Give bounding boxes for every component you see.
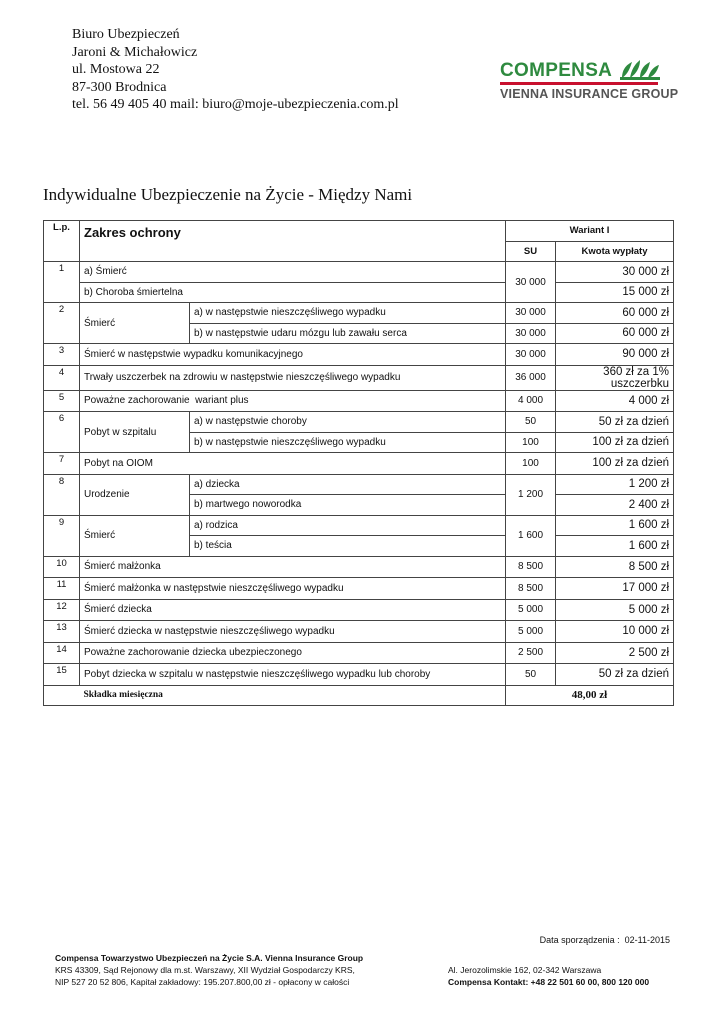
row-label: Śmierć bbox=[80, 515, 190, 556]
creation-date: Data sporządzenia : 02-11-2015 bbox=[539, 935, 670, 945]
row-su: 100 bbox=[506, 453, 556, 475]
row-lp: 11 bbox=[44, 578, 80, 600]
row-amount: 60 000 zł bbox=[556, 323, 674, 344]
row-amount: 4 000 zł bbox=[556, 390, 674, 412]
row-amount: 1 600 zł bbox=[556, 536, 674, 557]
row-amount bbox=[556, 365, 674, 390]
row-amount: 10 000 zł bbox=[556, 621, 674, 643]
row-label: Śmierć dziecka bbox=[80, 599, 506, 621]
premium-row bbox=[44, 685, 674, 706]
header-zakres: Zakres ochrony bbox=[80, 221, 506, 262]
row-amount-line: 360 zł za 1% bbox=[603, 365, 670, 378]
compensa-logo bbox=[500, 56, 679, 106]
row-su: 30 000 bbox=[506, 323, 556, 344]
table-row bbox=[44, 599, 674, 621]
sender-name: Biuro Ubezpieczeń bbox=[72, 27, 180, 42]
row-amount: 5 000 zł bbox=[556, 599, 674, 621]
header-kwota: Kwota wypłaty bbox=[556, 241, 674, 262]
row-su: 1 600 bbox=[506, 515, 556, 556]
sender-street: ul. Mostowa 22 bbox=[72, 62, 160, 77]
sender-address bbox=[72, 26, 399, 114]
row-sublabel: b) teścia bbox=[190, 536, 506, 557]
header-wariant: Wariant I bbox=[506, 221, 674, 242]
row-amount: 1 600 zł bbox=[556, 515, 674, 536]
row-label: b) Choroba śmiertelna bbox=[80, 282, 506, 303]
row-su: 50 bbox=[506, 412, 556, 433]
row-label: Śmierć małżonka bbox=[80, 556, 506, 578]
row-label: Urodzenie bbox=[80, 474, 190, 515]
row-amount: 15 000 zł bbox=[556, 282, 674, 303]
row-lp: 14 bbox=[44, 642, 80, 664]
row-label: Pobyt na OIOM bbox=[80, 453, 506, 475]
table-row bbox=[44, 282, 674, 303]
row-amount: 30 000 zł bbox=[556, 262, 674, 283]
coverage-table bbox=[43, 220, 674, 706]
table-row bbox=[44, 365, 674, 390]
row-amount: 60 000 zł bbox=[556, 303, 674, 324]
row-label: Poważne zachorowanie dziecka ubezpieczonego bbox=[80, 642, 506, 664]
row-sublabel: b) w następstwie udaru mózgu lub zawału serca bbox=[190, 323, 506, 344]
row-sublabel: b) martwego noworodka bbox=[190, 495, 506, 516]
row-lp: 5 bbox=[44, 390, 80, 412]
row-amount: 1 200 zł bbox=[556, 474, 674, 495]
table-row bbox=[44, 578, 674, 600]
table-row bbox=[44, 664, 674, 686]
row-label: a) Śmierć bbox=[80, 262, 506, 283]
row-lp: 1 bbox=[44, 262, 80, 303]
row-label: Trwały uszczerbek na zdrowiu w następstwie nieszczęśliwego wypadku bbox=[80, 365, 506, 390]
footer-registry: KRS 43309, Sąd Rejonowy dla m.st. Warszawy, XII Wydział Gospodarczy KRS, bbox=[55, 965, 355, 975]
row-su: 30 000 bbox=[506, 344, 556, 366]
row-lp: 13 bbox=[44, 621, 80, 643]
row-su: 36 000 bbox=[506, 365, 556, 390]
row-lp: 7 bbox=[44, 453, 80, 475]
row-su: 8 500 bbox=[506, 578, 556, 600]
row-label: Śmierć w następstwie wypadku komunikacyjnego bbox=[80, 344, 506, 366]
table-row bbox=[44, 344, 674, 366]
row-label: Pobyt w szpitalu bbox=[80, 412, 190, 453]
table-row bbox=[44, 412, 674, 433]
premium-value: 48,00 zł bbox=[506, 685, 674, 706]
premium-label: Składka miesięczna bbox=[80, 685, 506, 706]
row-su: 8 500 bbox=[506, 556, 556, 578]
row-amount: 8 500 zł bbox=[556, 556, 674, 578]
table-row bbox=[44, 303, 674, 324]
row-lp: 15 bbox=[44, 664, 80, 686]
row-amount: 2 400 zł bbox=[556, 495, 674, 516]
row-amount: 50 zł za dzień bbox=[556, 412, 674, 433]
footer-address: Al. Jerozolimskie 162, 02-342 Warszawa bbox=[448, 965, 602, 975]
row-lp: 3 bbox=[44, 344, 80, 366]
footer-company: Compensa Towarzystwo Ubezpieczeń na Życie S.A. Vienna Insurance Group bbox=[55, 953, 364, 963]
header-su: SU bbox=[506, 241, 556, 262]
table-row bbox=[44, 453, 674, 475]
row-lp: 12 bbox=[44, 599, 80, 621]
table-row bbox=[44, 621, 674, 643]
row-su: 4 000 bbox=[506, 390, 556, 412]
premium-spacer bbox=[44, 685, 80, 706]
row-su: 50 bbox=[506, 664, 556, 686]
row-su: 5 000 bbox=[506, 599, 556, 621]
row-amount: 17 000 zł bbox=[556, 578, 674, 600]
row-su: 30 000 bbox=[506, 303, 556, 324]
row-lp: 4 bbox=[44, 365, 80, 390]
row-label: Pobyt dziecka w szpitalu w następstwie nieszczęśliwego wypadku lub choroby bbox=[80, 664, 506, 686]
row-sublabel: a) rodzica bbox=[190, 515, 506, 536]
row-amount: 100 zł za dzień bbox=[556, 453, 674, 475]
row-lp: 2 bbox=[44, 303, 80, 344]
table-header-row bbox=[44, 221, 674, 242]
row-su: 1 200 bbox=[506, 474, 556, 515]
row-sublabel: b) w następstwie nieszczęśliwego wypadku bbox=[190, 432, 506, 453]
row-su: 100 bbox=[506, 432, 556, 453]
row-label: Śmierć małżonka w następstwie nieszczęśliwego wypadku bbox=[80, 578, 506, 600]
sender-owners: Jaroni & Michałowicz bbox=[72, 44, 198, 60]
row-sublabel: a) w następstwie nieszczęśliwego wypadku bbox=[190, 303, 506, 324]
table-row bbox=[44, 390, 674, 412]
row-label: Śmierć bbox=[80, 303, 190, 344]
row-label: Śmierć dziecka w następstwie nieszczęśliwego wypadku bbox=[80, 621, 506, 643]
table-row bbox=[44, 474, 674, 495]
row-su: 30 000 bbox=[506, 262, 556, 303]
row-amount: 2 500 zł bbox=[556, 642, 674, 664]
sender-city: 87-300 Brodnica bbox=[72, 79, 167, 95]
logo-subtitle: VIENNA INSURANCE GROUP bbox=[500, 87, 679, 101]
leaves-icon bbox=[620, 58, 660, 80]
row-amount: 100 zł za dzień bbox=[556, 432, 674, 453]
row-lp: 8 bbox=[44, 474, 80, 515]
sender-contact: tel. 56 49 405 40 mail: biuro@moje-ubezpieczenia.com.pl bbox=[72, 97, 399, 112]
footer-contact: Compensa Kontakt: +48 22 501 60 00, 800 120 000 bbox=[448, 977, 650, 987]
header-lp: L.p. bbox=[44, 221, 80, 262]
row-amount: 50 zł za dzień bbox=[556, 664, 674, 686]
document-title: Indywidualne Ubezpieczenie na Życie - Między Nami bbox=[43, 185, 413, 204]
row-sublabel: a) w następstwie choroby bbox=[190, 412, 506, 433]
row-label: Poważne zachorowanie wariant plus bbox=[80, 390, 506, 412]
table-row bbox=[44, 515, 674, 536]
row-su: 5 000 bbox=[506, 621, 556, 643]
row-sublabel: a) dziecka bbox=[190, 474, 506, 495]
row-su: 2 500 bbox=[506, 642, 556, 664]
row-lp: 6 bbox=[44, 412, 80, 453]
table-row bbox=[44, 556, 674, 578]
logo-red-bar bbox=[500, 82, 658, 85]
row-lp: 10 bbox=[44, 556, 80, 578]
table-row bbox=[44, 262, 674, 283]
logo-brand: COMPENSA bbox=[500, 60, 613, 81]
row-lp: 9 bbox=[44, 515, 80, 556]
footer-capital: NIP 527 20 52 806, Kapitał zakładowy: 195.207.800,00 zł - opłacony w całości bbox=[55, 977, 350, 987]
table-row bbox=[44, 642, 674, 664]
row-amount: 90 000 zł bbox=[556, 344, 674, 366]
row-amount-line: uszczerbku bbox=[610, 377, 670, 390]
